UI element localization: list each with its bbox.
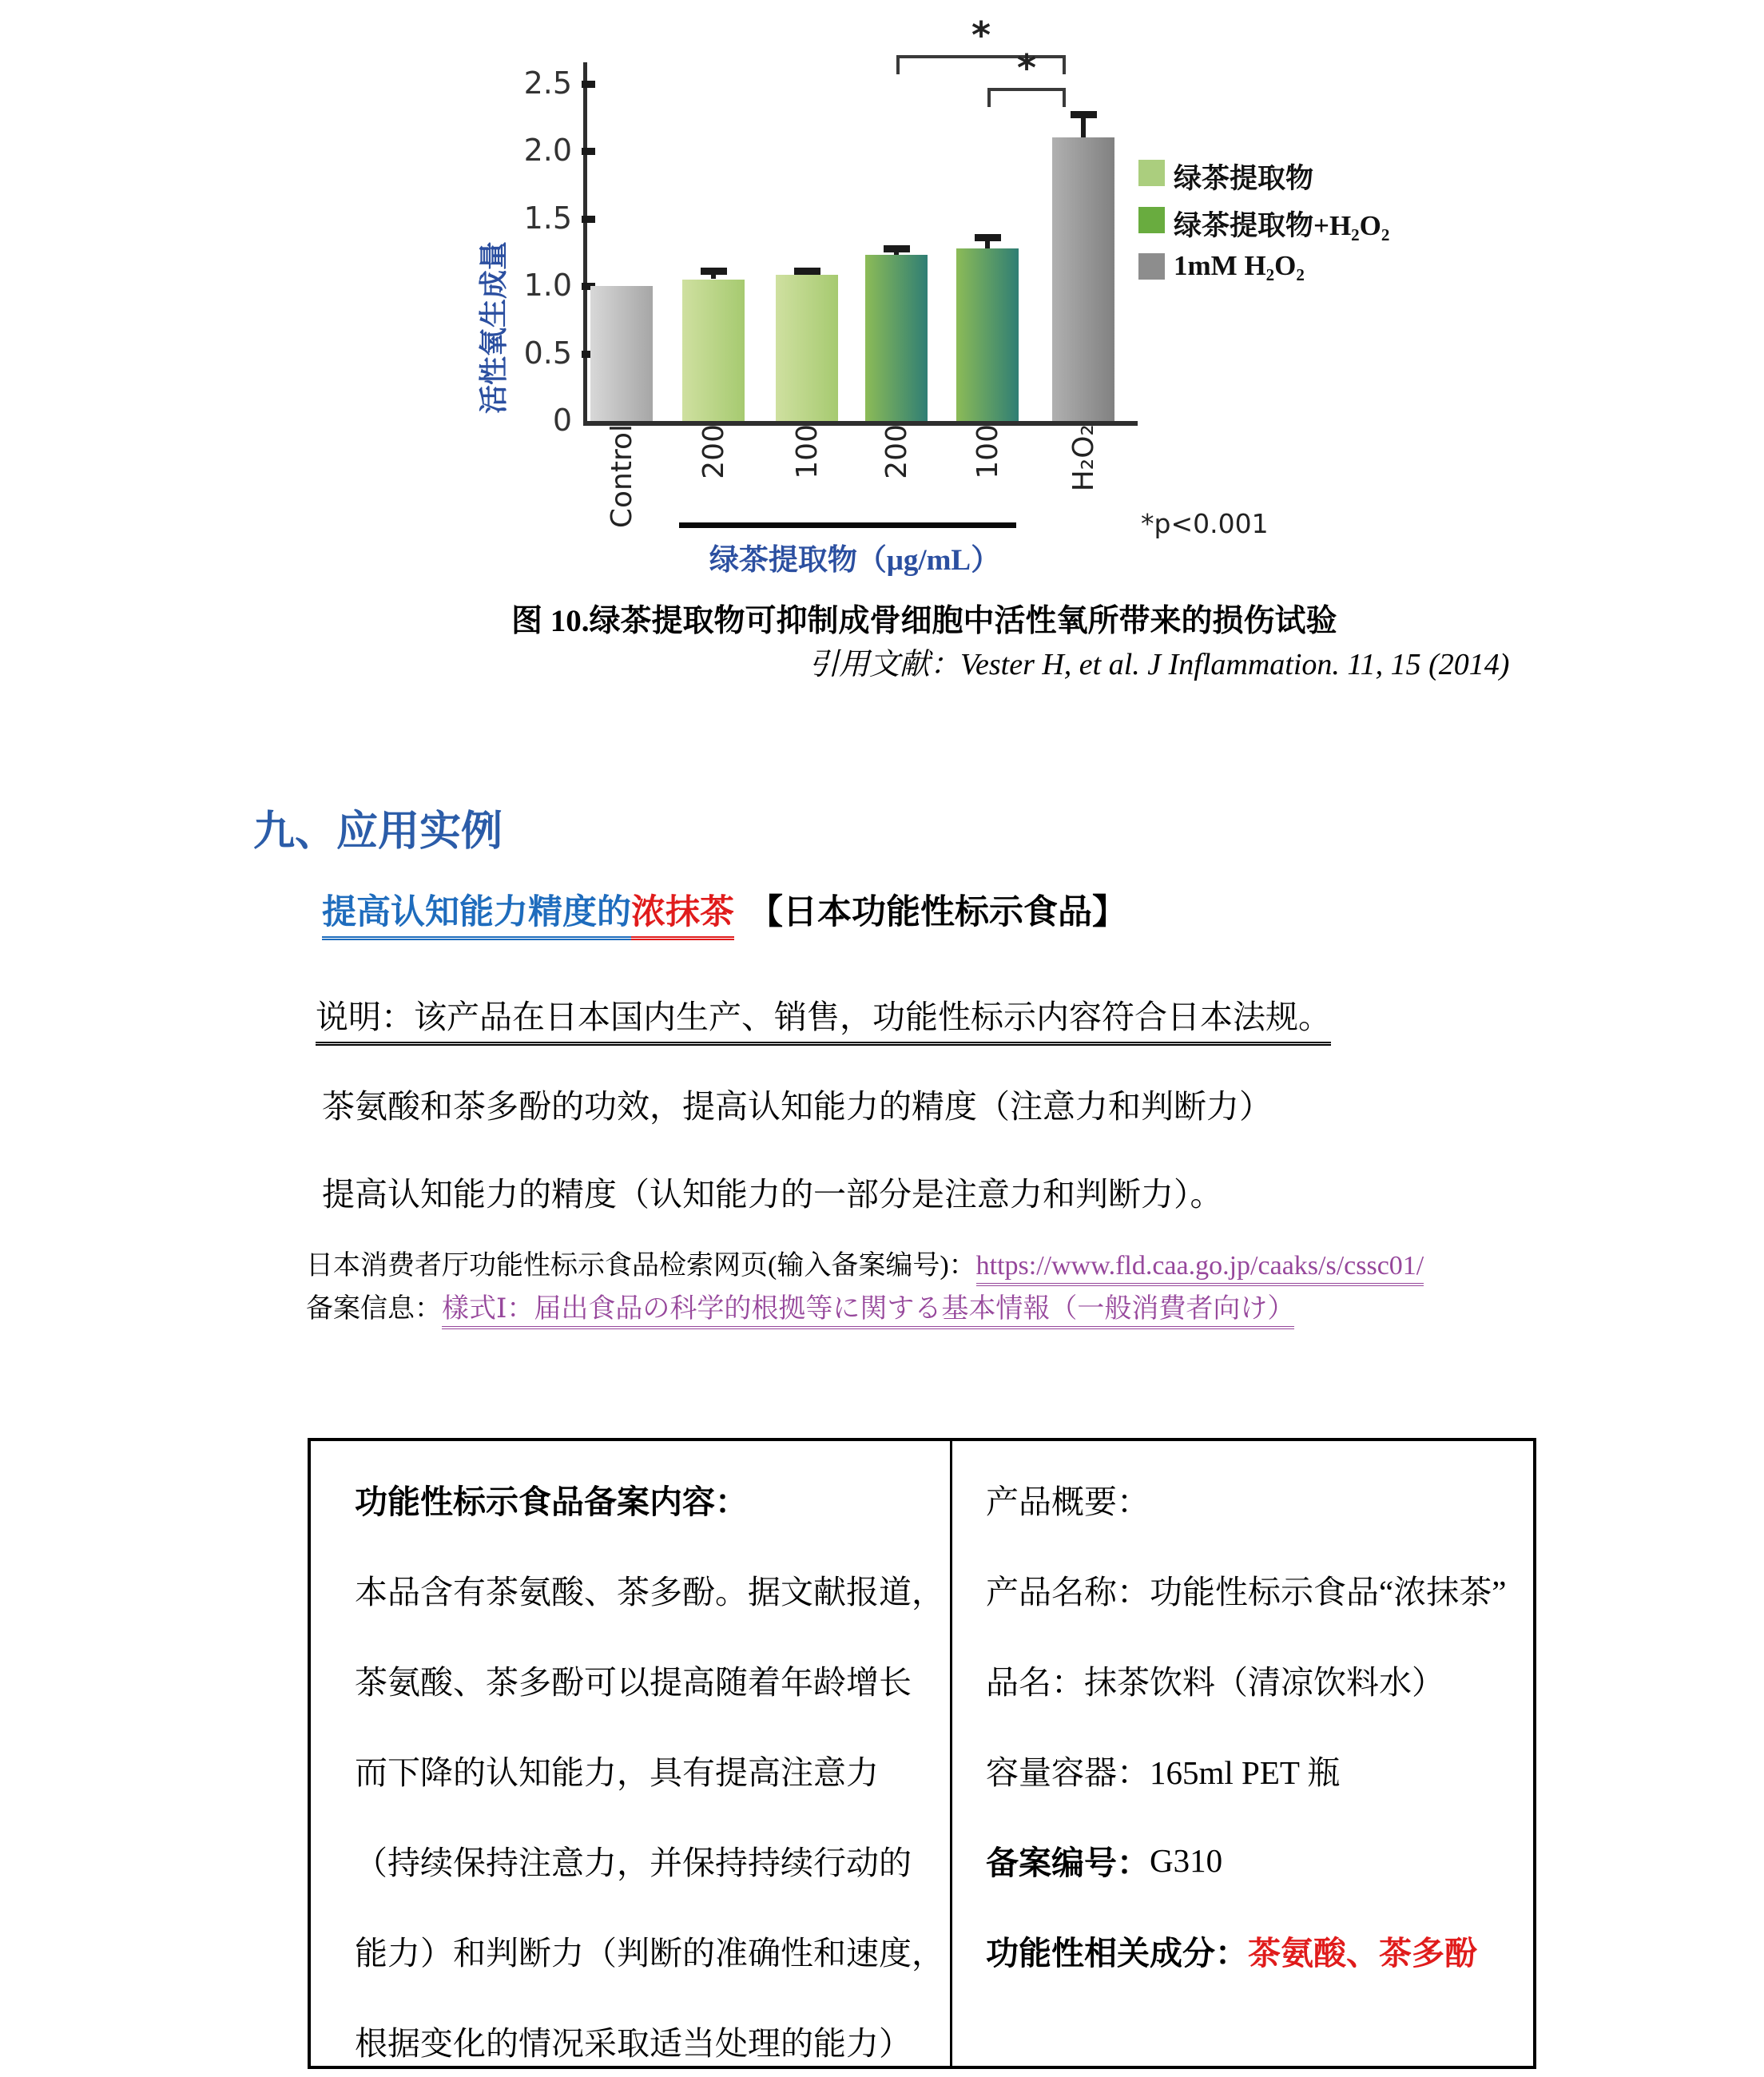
figure-citation: 引用文献：Vester H, et al. J Inflammation. 11, 15 (2014) <box>808 648 1510 681</box>
paragraph-effect: 茶氨酸和茶多酚的功效，提高认知能力的精度（注意力和判断力） <box>322 1088 1272 1125</box>
x-category-label: H₂O₂ <box>1067 424 1100 492</box>
legend-swatch <box>1138 253 1165 280</box>
table-cell-left <box>311 1441 950 2066</box>
y-tick-label: 0 <box>552 403 572 438</box>
y-tick-mark <box>582 216 595 223</box>
error-bar-cap <box>884 245 910 252</box>
significance-bracket-end <box>896 55 900 74</box>
row-label: 功能性相关成分： <box>986 1935 1248 1972</box>
row-value: 抹茶饮料（清凉饮料水） <box>1084 1664 1444 1701</box>
error-bar-cap <box>975 234 1001 241</box>
table-left-line: 而下降的认知能力，具有提高注意力 <box>355 1754 879 1791</box>
legend-swatch <box>1138 160 1165 186</box>
y-tick-label: 1.0 <box>523 268 572 303</box>
section-heading: 九、应用实例 <box>253 809 503 855</box>
table-right-header: 产品概要： <box>986 1483 1150 1520</box>
x-category-label: 200 <box>697 424 730 479</box>
bar-H₂O₂ <box>1052 137 1114 421</box>
row-label: 产品名称： <box>986 1574 1150 1610</box>
table-row-record-number <box>986 1815 1536 1905</box>
search-url-link[interactable]: https://www.fld.caa.go.jp/caaks/s/cssc01/ <box>976 1251 1424 1286</box>
record-link-label: 备案信息： <box>306 1294 442 1324</box>
product-subtitle <box>322 885 1126 934</box>
bar-Control <box>590 286 653 421</box>
y-tick-mark <box>582 148 595 155</box>
search-link-label: 日本消费者厅功能性标示食品检索网页(输入备案编号)： <box>306 1251 976 1281</box>
legend-swatch <box>1138 207 1165 233</box>
search-link-line <box>306 1243 1424 1282</box>
legend-label: 绿茶提取物 <box>1174 163 1314 194</box>
x-category-label: 100 <box>791 424 824 479</box>
x-axis-title: 绿茶提取物（μg/mL） <box>709 544 1001 577</box>
table-left-header: 功能性标示食品备案内容： <box>355 1483 748 1520</box>
record-info-link[interactable]: 樣式Ⅰ：届出食品の科学的根拠等に関する基本情報（一般消費者向け） <box>442 1294 1294 1329</box>
paragraph-cognition: 提高认知能力的精度（认知能力的一部分是注意力和判断力）。 <box>322 1176 1223 1213</box>
bar-100 <box>956 248 1019 421</box>
error-bar-cap <box>794 268 820 275</box>
info-table <box>308 1438 1536 2069</box>
significance-star: * <box>971 14 991 57</box>
y-tick-label: 2.5 <box>523 65 572 101</box>
y-tick-label: 0.5 <box>523 335 572 371</box>
significance-bracket-end <box>1063 55 1066 74</box>
table-left-line: 茶氨酸、茶多酚可以提高随着年龄增长 <box>355 1664 912 1701</box>
x-category-label: 100 <box>971 424 1004 479</box>
x-axis <box>583 421 1138 426</box>
bar-200 <box>682 280 745 421</box>
y-axis-title: 活性氧生成量 <box>478 241 510 415</box>
bar-100 <box>776 275 838 421</box>
row-value: 功能性标示食品“浓抹茶” <box>1150 1574 1507 1610</box>
note-text: 说明：该产品在日本国内生产、销售，功能性标示内容符合日本法规。 <box>316 999 1331 1046</box>
p-value-note: *p<0.001 <box>1141 508 1269 539</box>
y-axis <box>583 62 587 424</box>
note-line <box>316 991 1331 1038</box>
figure-chart <box>447 16 1646 599</box>
table-cell-right <box>952 1441 1536 2066</box>
subtitle-black-text: 【日本功能性标示食品】 <box>749 894 1126 931</box>
significance-bracket-end <box>1063 88 1066 107</box>
table-row-volume <box>986 1725 1536 1815</box>
y-tick-mark <box>582 81 595 88</box>
row-label: 备案编号： <box>986 1845 1150 1881</box>
x-category-label: 200 <box>880 424 913 479</box>
subtitle-red-text: 浓抹茶 <box>631 894 734 940</box>
subtitle-blue-text: 提高认知能力精度的 <box>322 894 631 940</box>
x-group-underline <box>679 522 1016 528</box>
legend-label: 1mM H₂O₂ <box>1174 250 1305 281</box>
table-row-functional-ingredients <box>986 1905 1536 1996</box>
row-label: 容量容器： <box>986 1754 1150 1791</box>
error-bar-cap <box>701 268 727 275</box>
error-bar-cap <box>1071 111 1097 118</box>
bar-200 <box>865 255 928 421</box>
significance-star: * <box>1016 46 1037 89</box>
y-tick-label: 2.0 <box>523 133 572 168</box>
figure-caption: 图 10.绿茶提取物可抑制成骨细胞中活性氧所带来的损伤试验 <box>511 604 1337 638</box>
table-row-item-name <box>986 1634 1536 1725</box>
legend-label: 绿茶提取物+H₂O₂ <box>1174 210 1390 241</box>
table-left-line: 能力）和判断力（判断的准确性和速度， <box>355 1935 944 1972</box>
row-label: 品名： <box>986 1664 1084 1701</box>
row-value: G310 <box>1150 1841 1223 1879</box>
y-tick-label: 1.5 <box>523 200 572 236</box>
table-left-line: （持续保持注意力，并保持持续行动的 <box>355 1845 912 1881</box>
row-value-red: 茶氨酸、茶多酚 <box>1248 1935 1477 1972</box>
significance-bracket-end <box>987 88 991 107</box>
table-row-product-name <box>986 1544 1536 1634</box>
table-left-line: 根据变化的情况采取适当处理的能力） <box>355 2025 912 2062</box>
x-category-label: Control <box>606 424 638 529</box>
record-link-line <box>306 1286 1294 1325</box>
table-left-line: 本品含有茶氨酸、茶多酚。据文献报道， <box>355 1574 944 1610</box>
row-value: 165ml PET 瓶 <box>1150 1754 1341 1791</box>
